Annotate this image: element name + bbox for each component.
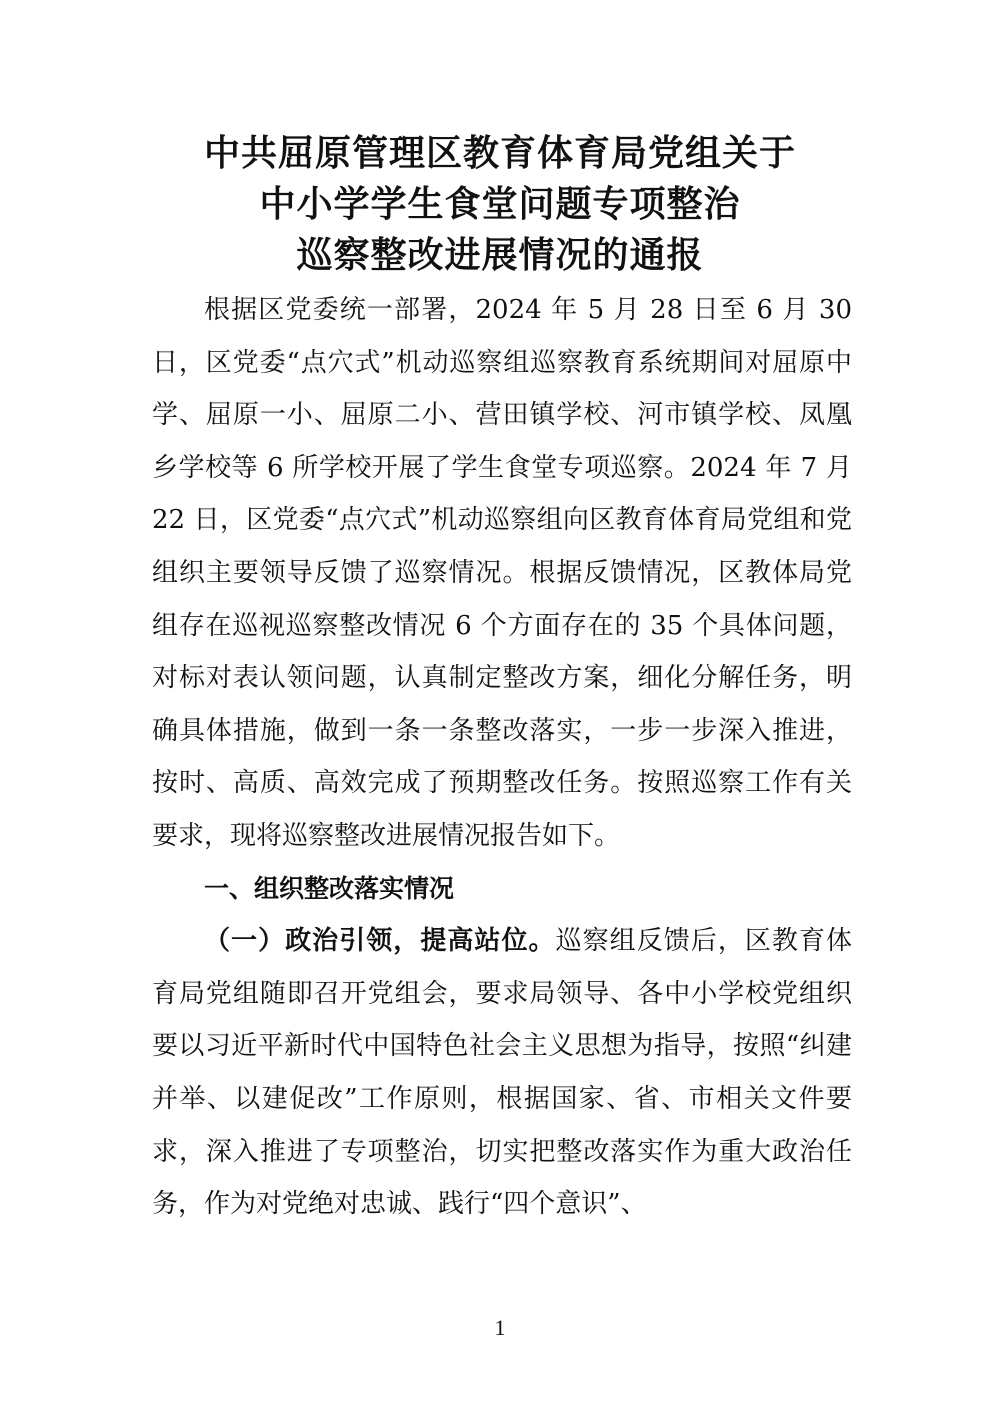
title-line-1: 中共屈原管理区教育体育局党组关于	[203, 133, 796, 174]
section-heading: 一、组织整改落实情况	[204, 873, 455, 903]
section-paragraph	[152, 915, 852, 1231]
document-title	[100, 128, 900, 281]
paragraph-lead: （一）政治引领，提高站位。	[204, 926, 556, 957]
document-body	[152, 284, 852, 1231]
intro-paragraph: 根据区党委统一部署，2024 年 5 月 28 日至 6 月 30 日，区党委“点穴式”机动巡察组巡察教育系统期间对屈原中学、屈原一小、屈原二小、营田镇学校、河市镇学校、凤凰乡学校等 6 所学校开展了学生食堂专项巡察。2024 年 7 月 22 日，区党委“点穴式”机动巡察组向区教育体育局党组和党组织主要领导反馈了巡察情况。根据反馈情况，区教体局党组存在巡视巡察整改情况 6 个方面存在的 35 个具体问题，对标对表认领问题，认真制定整改方案，细化分解任务，明确具体措施，做到一条一条整改落实，一步一步深入推进，按时、高质、高效完成了预期整改任务。按照巡察工作有关要求，现将巡察整改进展情况报告如下。	[152, 295, 852, 851]
title-line-2: 中小学学生食堂问题专项整治	[259, 184, 741, 225]
paragraph-text: 巡察组反馈后，区教育体育局党组随即召开党组会，要求局领导、各中小学校党组织要以习近平新时代中国特色社会主义思想为指导，按照“纠建并举、以建促改”工作原则，根据国家、省、市相关文件要求，深入推进了专项整治，切实把整改落实作为重大政治任务，作为对党绝对忠诚、践行“四个意识”、	[152, 926, 852, 1220]
title-line-3: 巡察整改进展情况的通报	[296, 235, 704, 276]
page-number: 1	[494, 1315, 506, 1340]
